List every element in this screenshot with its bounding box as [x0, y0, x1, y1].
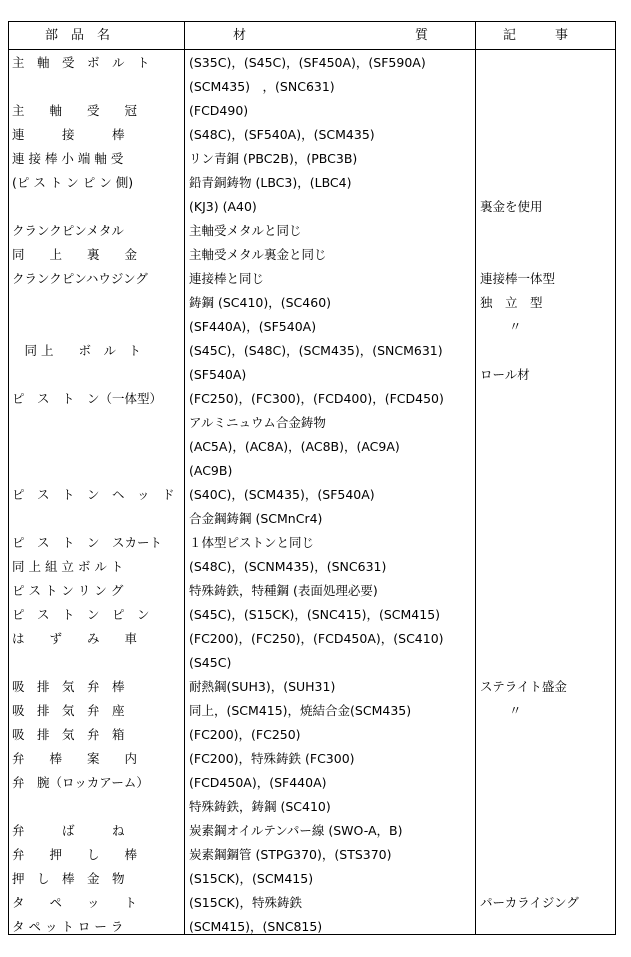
material-cell: (S48C)，(SF540A)，(SCM435) — [189, 127, 375, 142]
material-cell: (S15CK)，(SCM415) — [189, 871, 314, 886]
part-name-cell: クランクピンハウジング — [12, 271, 148, 286]
table-row — [9, 363, 615, 387]
note-cell: 連接棒一体型 — [480, 271, 556, 286]
part-name-cell: タ ペ ッ ト — [12, 895, 138, 910]
material-cell: 同上，(SCM415)，焼結合金(SCM435) — [189, 703, 412, 718]
part-name-cell: 同 上 組 立 ボ ル ト — [12, 559, 124, 574]
table-row — [9, 603, 615, 627]
part-name-cell: ピ ス ト ン ピ ン — [12, 607, 150, 622]
note-cell: 〃 — [480, 703, 522, 718]
material-cell: (SF440A)，(SF540A) — [189, 319, 317, 334]
part-name-cell: 主 軸 受 ボ ル ト — [12, 55, 150, 70]
table-row — [9, 75, 615, 99]
part-name-cell: 弁 押 し 棒 — [12, 847, 138, 862]
material-cell: (AC9B) — [189, 463, 233, 478]
part-name-cell: 連 接 棒 — [12, 127, 125, 142]
part-name-cell: (ピ ス ト ン ピ ン 側) — [12, 175, 134, 190]
material-cell: (FC200)，特殊鋳鉄 (FC300) — [189, 751, 355, 766]
table-row — [9, 435, 615, 459]
material-cell: １体型ピストンと同じ — [189, 535, 315, 550]
part-name-cell: 吸 排 気 弁 箱 — [12, 727, 125, 742]
table-row — [9, 195, 615, 219]
material-cell: リン青銅 (PBC2B)，(PBC3B) — [189, 151, 358, 166]
material-cell: (SF540A) — [189, 367, 247, 382]
table-row — [9, 747, 615, 771]
material-cell: アルミニュウム合金鋳物 — [189, 415, 326, 430]
part-name-cell: 連 接 棒 小 端 軸 受 — [12, 151, 124, 166]
part-name-cell: ピ ス ト ン（一体型） — [12, 391, 163, 406]
note-cell: パーカライジング — [480, 895, 579, 910]
part-name-cell: ピ ス ト ン リ ン グ — [12, 583, 124, 598]
material-cell: 特殊鋳鉄，鋳鋼 (SC410) — [189, 799, 331, 814]
note-cell: ステライト盛金 — [480, 679, 567, 694]
material-cell: (FCD450A)，(SF440A) — [189, 775, 327, 790]
table-row — [9, 723, 615, 747]
material-cell: 炭素鋼鋼管 (STPG370)，(STS370) — [189, 847, 392, 862]
table-row — [9, 507, 615, 531]
table-row — [9, 891, 615, 915]
material-cell: (S48C)，(SCNM435)，(SNC631) — [189, 559, 387, 574]
table-row — [9, 51, 615, 75]
part-name-cell: クランクピンメタル — [12, 223, 124, 238]
materials-table — [8, 21, 616, 935]
table-row — [9, 771, 615, 795]
table-row — [9, 531, 615, 555]
note-cell: 裏金を使用 — [480, 199, 543, 214]
material-cell: (S45C)，(S48C)，(SCM435)，(SNCM631) — [189, 343, 443, 358]
part-name-cell: タ ペ ッ ト ロ ー ラ — [12, 919, 124, 934]
material-cell: (S40C)，(SCM435)，(SF540A) — [189, 487, 375, 502]
material-cell: (S45C)，(S15CK)，(SNC415)，(SCM415) — [189, 607, 441, 622]
table-row — [9, 147, 615, 171]
part-name-cell: 同 上 ボ ル ト — [12, 343, 141, 358]
note-cell: ロール材 — [480, 367, 530, 382]
part-name-cell: 弁 ば ね — [12, 823, 125, 838]
table-row — [9, 291, 615, 315]
header-material-left: 材 — [233, 28, 247, 43]
table-row — [9, 819, 615, 843]
table-row — [9, 459, 615, 483]
table-row — [9, 627, 615, 651]
table-row — [9, 555, 615, 579]
material-cell: 炭素鋼オイルテンパー線 (SWO-A，B) — [189, 823, 403, 838]
material-cell: 特殊鋳鉄，特種鋼 (表面処理必要) — [189, 583, 378, 598]
material-cell: (S35C)，(S45C)，(SF450A)，(SF590A) — [189, 55, 426, 70]
part-name-cell: 同 上 裏 金 — [12, 247, 138, 262]
table-row — [9, 387, 615, 411]
table-row — [9, 867, 615, 891]
header-notes: 記 事 — [503, 28, 569, 43]
material-cell: (FC200)，(FC250) — [189, 727, 301, 742]
part-name-cell: 吸 排 気 弁 座 — [12, 703, 125, 718]
part-name-cell: 主 軸 受 冠 — [12, 103, 138, 118]
table-row — [9, 915, 615, 939]
table-row — [9, 267, 615, 291]
part-name-cell: は ず み 車 — [12, 631, 138, 646]
table-row — [9, 579, 615, 603]
table-row — [9, 411, 615, 435]
material-cell: (SCM435) ，(SNC631) — [189, 79, 335, 94]
material-cell: 連接棒と同じ — [189, 271, 265, 286]
material-cell: 合金鋼鋳鋼 (SCMnCr4) — [189, 511, 323, 526]
material-cell: (S45C) — [189, 655, 232, 670]
note-cell: 独 立 型 — [480, 295, 543, 310]
table-row — [9, 123, 615, 147]
table-row — [9, 675, 615, 699]
part-name-cell: ピ ス ト ン ヘ ッ ド — [12, 487, 175, 502]
header-material-right: 質 — [415, 28, 429, 43]
material-cell: (FCD490) — [189, 103, 249, 118]
note-cell: 〃 — [480, 319, 522, 334]
part-name-cell: 押 し 棒 金 物 — [12, 871, 125, 886]
table-row — [9, 219, 615, 243]
table-row — [9, 339, 615, 363]
material-cell: 耐熱鋼(SUH3)，(SUH31) — [189, 679, 336, 694]
material-cell: 主軸受メタルと同じ — [189, 223, 302, 238]
material-cell: (S15CK)，特殊鋳鉄 — [189, 895, 303, 910]
material-cell: (SCM415)，(SNC815) — [189, 919, 323, 934]
table-row — [9, 699, 615, 723]
table-row — [9, 171, 615, 195]
table-row — [9, 483, 615, 507]
table-row — [9, 315, 615, 339]
header-divider — [9, 49, 615, 50]
table-row — [9, 99, 615, 123]
part-name-cell: 吸 排 気 弁 棒 — [12, 679, 125, 694]
header-part-name: 部 品 名 — [45, 28, 111, 43]
material-cell: (KJ3) (A40) — [189, 199, 257, 214]
table-row — [9, 243, 615, 267]
material-cell: 鋳鋼 (SC410)，(SC460) — [189, 295, 332, 310]
part-name-cell: ピ ス ト ン スカート — [12, 535, 163, 550]
table-row — [9, 651, 615, 675]
part-name-cell: 弁 腕（ロッカアーム） — [12, 775, 149, 790]
material-cell: (FC250)，(FC300)，(FCD400)，(FCD450) — [189, 391, 444, 406]
material-cell: 主軸受メタル裏金と同じ — [189, 247, 327, 262]
table-row — [9, 795, 615, 819]
table-row — [9, 843, 615, 867]
material-cell: (AC5A)，(AC8A)，(AC8B)，(AC9A) — [189, 439, 400, 454]
material-cell: 鉛青銅鋳物 (LBC3)，(LBC4) — [189, 175, 352, 190]
material-cell: (FC200)，(FC250)，(FCD450A)，(SC410) — [189, 631, 444, 646]
part-name-cell: 弁 棒 案 内 — [12, 751, 138, 766]
